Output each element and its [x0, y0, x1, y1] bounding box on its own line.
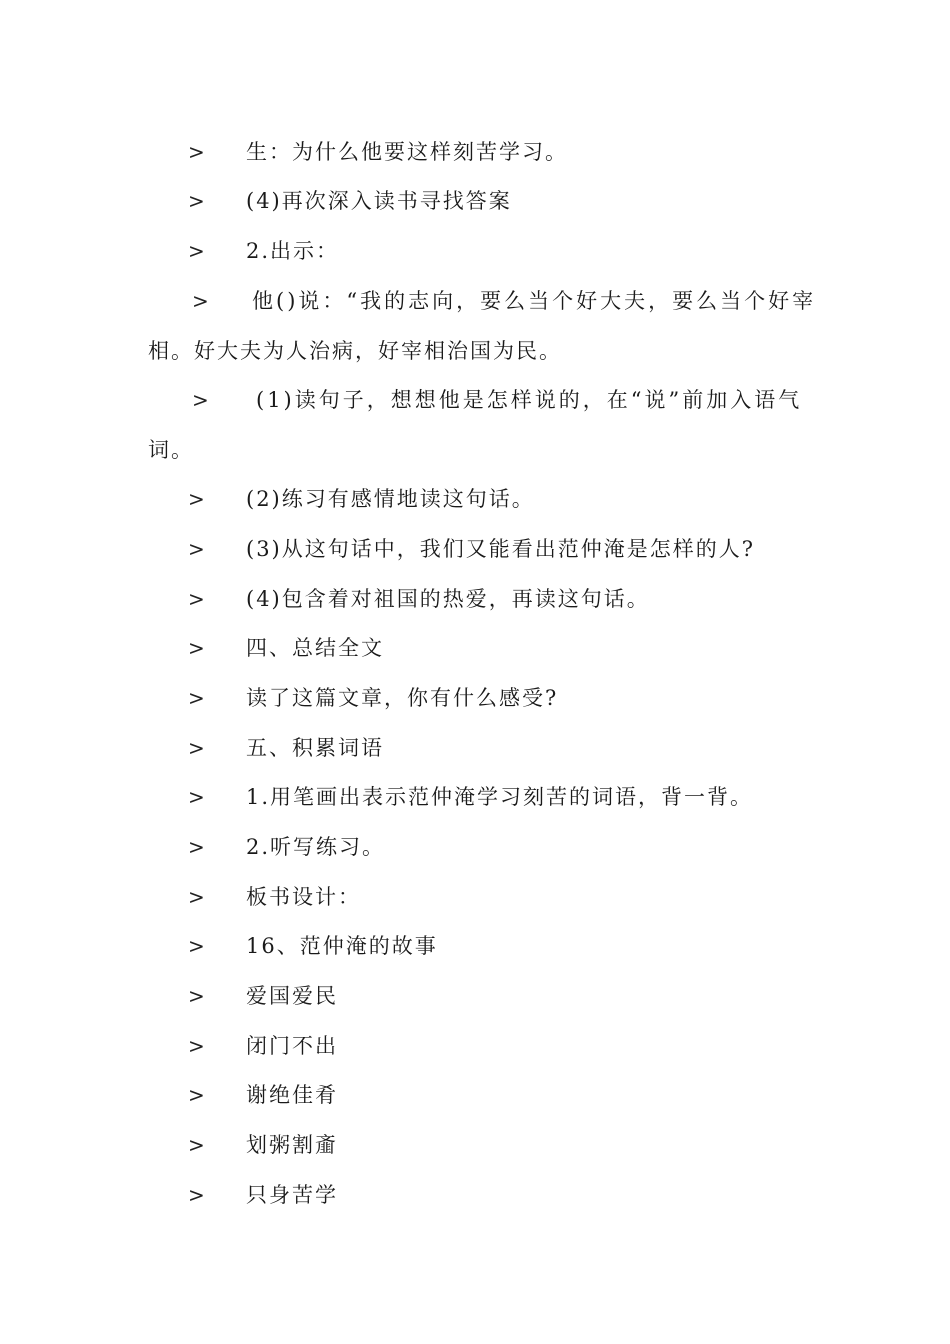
- list-item-text: 生：为什么他要这样刻苦学习。: [246, 140, 568, 164]
- list-item-text: 板书设计：: [246, 885, 361, 909]
- bullet-arrow-icon: >: [192, 289, 209, 313]
- list-item-text: 2.出示：: [246, 239, 340, 263]
- list-item-text: 1.用笔画出表示范仲淹学习刻苦的词语，背一背。: [246, 785, 754, 809]
- list-item-continuation: 相。好大夫为人治病，好宰相治国为民。: [148, 339, 562, 363]
- list-item-text: 五、积累词语: [246, 736, 384, 760]
- list-item-text: (2)练习有感情地读这句话。: [246, 487, 535, 511]
- list-item-text: 划粥割齑: [246, 1133, 338, 1157]
- bullet-arrow-icon: >: [188, 686, 205, 710]
- bullet-arrow-icon: >: [188, 885, 205, 909]
- list-item-text: (4)包含着对祖国的热爱，再读这句话。: [246, 587, 650, 611]
- bullet-arrow-icon: >: [188, 1083, 205, 1107]
- list-item-text: 他()说：“我的志向，要么当个好大夫，要么当个好宰: [252, 289, 817, 313]
- bullet-arrow-icon: >: [188, 487, 205, 511]
- bullet-arrow-icon: >: [188, 984, 205, 1008]
- bullet-arrow-icon: >: [188, 1034, 205, 1058]
- bullet-arrow-icon: >: [188, 587, 205, 611]
- list-item-text: 闭门不出: [246, 1034, 338, 1058]
- bullet-arrow-icon: >: [188, 636, 205, 660]
- bullet-arrow-icon: >: [188, 140, 205, 164]
- list-item-text: (1)读句子，想想他是怎样说的，在“说”前加入语气: [256, 388, 803, 412]
- list-item-text: (4)再次深入读书寻找答案: [246, 189, 512, 213]
- list-item-text: 2.听写练习。: [246, 835, 386, 859]
- bullet-arrow-icon: >: [188, 785, 205, 809]
- list-item-text: 只身苦学: [246, 1183, 338, 1207]
- list-item-text: 爱国爱民: [246, 984, 338, 1008]
- bullet-arrow-icon: >: [188, 1133, 205, 1157]
- bullet-arrow-icon: >: [188, 835, 205, 859]
- list-item-text: 谢绝佳肴: [246, 1083, 338, 1107]
- list-item-text: 四、总结全文: [246, 636, 384, 660]
- list-item-text: (3)从这句话中，我们又能看出范仲淹是怎样的人?: [246, 537, 756, 561]
- list-item-continuation: 词。: [148, 438, 194, 462]
- bullet-arrow-icon: >: [188, 239, 205, 263]
- bullet-arrow-icon: >: [188, 189, 205, 213]
- bullet-arrow-icon: >: [188, 934, 205, 958]
- bullet-arrow-icon: >: [188, 1183, 205, 1207]
- list-item-text: 16、范仲淹的故事: [246, 934, 438, 958]
- bullet-arrow-icon: >: [188, 736, 205, 760]
- list-item-text: 读了这篇文章，你有什么感受?: [246, 686, 559, 710]
- bullet-arrow-icon: >: [188, 537, 205, 561]
- bullet-arrow-icon: >: [192, 388, 209, 412]
